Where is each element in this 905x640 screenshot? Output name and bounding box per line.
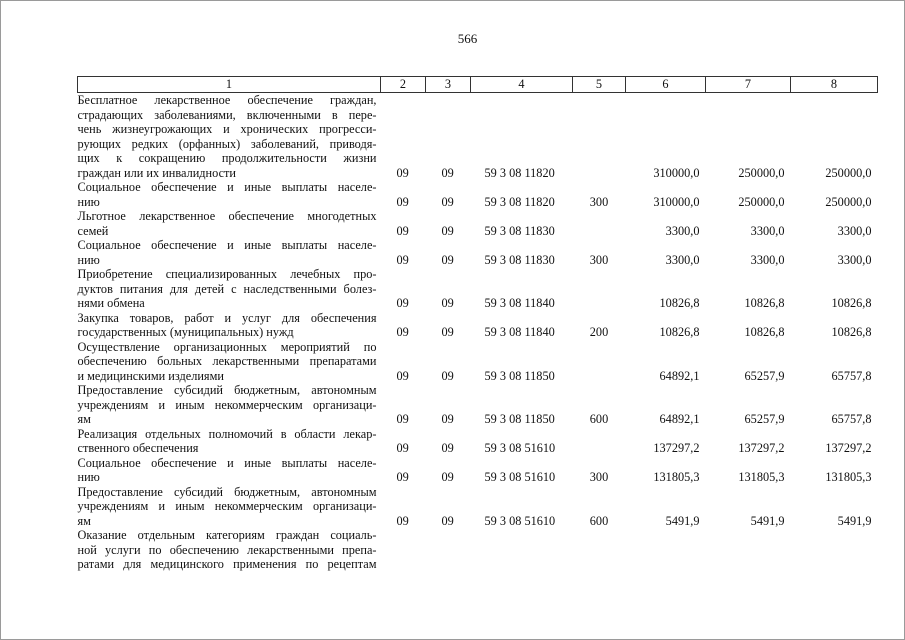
table-row — [78, 528, 878, 572]
col-header: 7 — [706, 77, 791, 93]
amount-col8: 10826,8 — [831, 296, 872, 310]
description-line: дуктов питания для детей с наследственными болез- — [77, 281, 377, 296]
description-line: Социальное обеспечение и иные выплаты населе- — [77, 455, 377, 470]
target-article-code: 59 3 08 11850 — [484, 368, 555, 383]
section-code — [381, 528, 426, 572]
description-line: Оказание отдельным категориям граждан социаль- — [77, 528, 377, 542]
subsection-code: 09 — [441, 412, 454, 426]
amount-col6: 3300,0 — [665, 223, 700, 238]
expense-type-code — [573, 427, 626, 456]
description-line: Приобретение специализированных лечебных про- — [77, 267, 377, 281]
col-header: 5 — [573, 77, 626, 93]
expense-type-code: 300 — [589, 252, 609, 267]
description-line: ратами для медицинского применения по рецептам — [77, 557, 377, 571]
description-line: Льготное лекарственное обеспечение многодетных — [77, 209, 377, 223]
description-line: нию — [77, 470, 100, 484]
expense-type-code: 200 — [589, 325, 609, 339]
row-description — [78, 180, 381, 209]
col-header: 8 — [791, 77, 878, 93]
description-line: рующих редких (орфанных) заболеваний, приводя- — [77, 136, 377, 151]
amount-col7: 65257,9 — [744, 368, 785, 383]
row-description — [78, 340, 381, 384]
table-row — [78, 340, 878, 384]
description-line: Предоставление субсидий бюджетным, автономным — [77, 484, 377, 499]
description-line: щих к сокращению продолжительности жизни — [77, 151, 377, 165]
target-article-code: 59 3 08 11840 — [484, 325, 555, 339]
row-description — [78, 93, 381, 181]
amount-col8: 250000,0 — [825, 194, 872, 209]
amount-col8: 250000,0 — [825, 165, 872, 180]
amount-col8: 65757,8 — [831, 368, 872, 383]
amount-col7: 250000,0 — [738, 194, 785, 209]
expense-type-code: 300 — [589, 470, 609, 484]
amount-col6: 310000,0 — [653, 165, 700, 180]
row-description — [78, 456, 381, 485]
subsection-code: 09 — [441, 252, 454, 267]
amount-col8: 3300,0 — [837, 252, 872, 267]
description-line: и медицинскими изделиями — [77, 368, 224, 383]
amount-col8 — [791, 528, 878, 572]
description-line: Социальное обеспечение и иные выплаты населе- — [77, 180, 377, 194]
row-description — [78, 209, 381, 238]
target-article-code: 59 3 08 11850 — [484, 412, 555, 426]
section-code: 09 — [396, 513, 409, 528]
table-row — [78, 456, 878, 485]
description-line: Бесплатное лекарственное обеспечение граждан, — [77, 93, 377, 107]
table-row — [78, 427, 878, 456]
page-number: 566 — [457, 31, 478, 46]
expense-type-code — [573, 209, 626, 238]
description-line: Осуществление организационных мероприятий по — [77, 339, 377, 354]
amount-col6: 137297,2 — [653, 441, 700, 455]
description-line: ям — [77, 412, 91, 426]
row-description — [78, 383, 381, 427]
amount-col7: 250000,0 — [738, 165, 785, 180]
description-line: Закупка товаров, работ и услуг для обеспечения — [77, 310, 377, 325]
amount-col7: 65257,9 — [744, 412, 785, 426]
section-code: 09 — [396, 470, 409, 484]
target-article-code: 59 3 08 11820 — [484, 194, 555, 209]
amount-col6: 64892,1 — [659, 412, 700, 426]
amount-col6: 10826,8 — [659, 296, 700, 310]
target-article-code: 59 3 08 51610 — [484, 470, 556, 484]
description-line: учреждениям и иным некоммерческим организаци- — [77, 397, 377, 412]
amount-col7: 137297,2 — [738, 441, 785, 455]
target-article-code: 59 3 08 11830 — [484, 252, 555, 267]
row-description — [78, 427, 381, 456]
table-row — [78, 267, 878, 311]
subsection-code: 09 — [441, 296, 454, 310]
header-row — [78, 77, 878, 93]
description-line: Социальное обеспечение и иные выплаты населе- — [77, 238, 377, 252]
expense-type-code — [573, 528, 626, 572]
description-line: нями обмена — [77, 296, 145, 310]
amount-col7: 10826,8 — [744, 296, 785, 310]
target-article-code — [471, 528, 573, 572]
amount-col6: 64892,1 — [659, 368, 700, 383]
subsection-code: 09 — [441, 325, 454, 339]
col-header: 3 — [426, 77, 471, 93]
subsection-code: 09 — [441, 165, 454, 180]
amount-col7: 10826,8 — [744, 325, 785, 339]
section-code: 09 — [396, 441, 409, 455]
description-line: Реализация отдельных полномочий в области лекар- — [77, 426, 377, 441]
col-header: 4 — [471, 77, 573, 93]
description-line: ственного обеспечения — [77, 441, 199, 455]
section-code: 09 — [396, 368, 409, 383]
expense-type-code: 600 — [589, 513, 609, 528]
amount-col6: 5491,9 — [665, 513, 700, 528]
subsection-code: 09 — [441, 368, 454, 383]
amount-col7: 3300,0 — [750, 252, 785, 267]
amount-col7: 131805,3 — [738, 470, 785, 484]
section-code: 09 — [396, 165, 409, 180]
row-description — [78, 238, 381, 267]
amount-col7: 5491,9 — [750, 513, 785, 528]
target-article-code: 59 3 08 11840 — [484, 296, 555, 310]
expense-type-code — [573, 340, 626, 384]
amount-col6: 131805,3 — [653, 470, 700, 484]
expense-type-code: 600 — [589, 412, 609, 426]
description-line: страдающих заболеваниями, включенными в пере- — [77, 107, 377, 122]
amount-col8: 65757,8 — [831, 412, 872, 426]
col-header: 6 — [626, 77, 706, 93]
subsection-code: 09 — [441, 223, 454, 238]
amount-col7: 3300,0 — [750, 223, 785, 238]
amount-col8: 10826,8 — [831, 325, 872, 339]
section-code: 09 — [396, 252, 409, 267]
description-line: Предоставление субсидий бюджетным, автономным — [77, 383, 377, 397]
table-row — [78, 311, 878, 340]
subsection-code — [426, 528, 471, 572]
description-line: нию — [77, 252, 100, 267]
amount-col8: 5491,9 — [837, 513, 872, 528]
section-code: 09 — [396, 223, 409, 238]
amount-col6: 3300,0 — [665, 252, 700, 267]
amount-col8: 3300,0 — [837, 223, 872, 238]
row-description — [78, 485, 381, 529]
section-code: 09 — [396, 296, 409, 310]
table-row — [78, 93, 878, 181]
description-line: нию — [77, 194, 100, 209]
section-code: 09 — [396, 325, 409, 339]
target-article-code: 59 3 08 51610 — [484, 441, 556, 455]
target-article-code: 59 3 08 11830 — [484, 223, 555, 238]
table-row — [78, 238, 878, 267]
col-header: 1 — [78, 77, 381, 93]
row-description — [78, 311, 381, 340]
table-row — [78, 209, 878, 238]
amount-col8: 131805,3 — [825, 470, 872, 484]
subsection-code: 09 — [441, 513, 454, 528]
subsection-code: 09 — [441, 194, 454, 209]
description-line: учреждениям и иным некоммерческим организаци- — [77, 499, 377, 513]
description-line: семей — [77, 223, 109, 238]
description-line: ям — [77, 513, 91, 528]
description-line: государственных (муниципальных) нужд — [77, 325, 294, 339]
amount-col8: 137297,2 — [825, 441, 872, 455]
section-code: 09 — [396, 194, 409, 209]
description-line: граждан или их инвалидности — [77, 165, 236, 180]
expense-type-code — [573, 267, 626, 311]
amount-col7 — [706, 528, 791, 572]
col-header: 2 — [381, 77, 426, 93]
section-code: 09 — [396, 412, 409, 426]
description-line: обеспечению больных лекарственными препаратами — [77, 354, 377, 368]
table-row — [78, 180, 878, 209]
description-line: ной услуги по обеспечению лекарственными препа- — [77, 542, 377, 557]
amount-col6 — [626, 528, 706, 572]
expense-type-code — [573, 93, 626, 181]
table-row — [78, 383, 878, 427]
amount-col6: 310000,0 — [653, 194, 700, 209]
target-article-code: 59 3 08 11820 — [484, 165, 555, 180]
row-description — [78, 528, 381, 572]
table-row — [78, 485, 878, 529]
amount-col6: 10826,8 — [659, 325, 700, 339]
target-article-code: 59 3 08 51610 — [484, 513, 556, 528]
subsection-code: 09 — [441, 441, 454, 455]
expense-type-code: 300 — [589, 194, 609, 209]
subsection-code: 09 — [441, 470, 454, 484]
budget-table — [77, 76, 878, 572]
row-description — [78, 267, 381, 311]
description-line: чень жизнеугрожающих и хронических прогресси- — [77, 122, 377, 136]
